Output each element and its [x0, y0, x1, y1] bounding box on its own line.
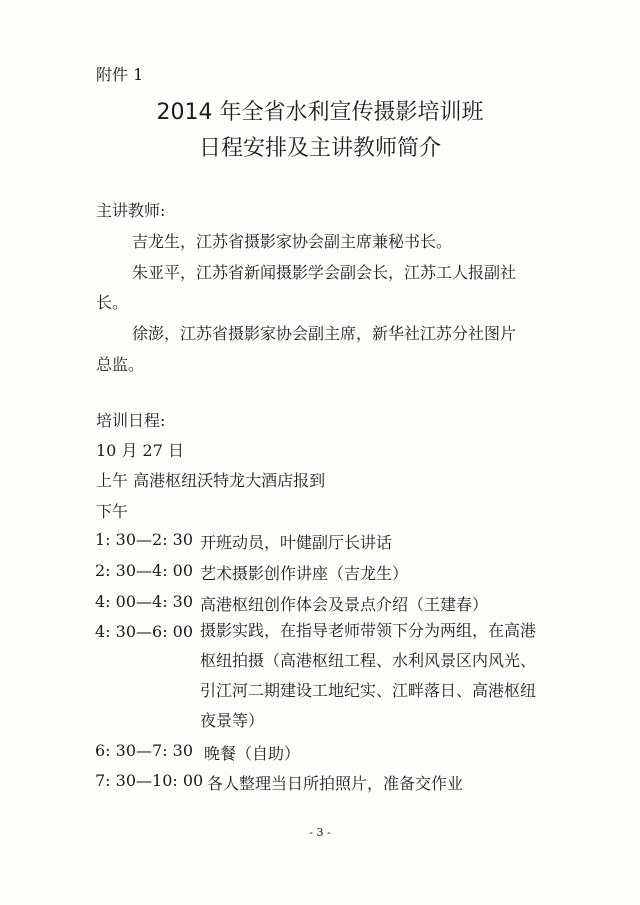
schedule-text: 晚餐（自助）	[204, 744, 301, 763]
schedule-text: 高港枢纽创作体会及景点介绍（王建春）	[200, 595, 489, 614]
title-line-1: 2014 年全省水利宣传摄影培训班	[156, 100, 484, 125]
attachment-label: 附件 1	[96, 65, 144, 84]
schedule-heading: 培训日程:	[96, 411, 166, 430]
schedule-date: 10 月 27 日	[96, 441, 184, 460]
title-line-2: 日程安排及主讲教师简介	[198, 136, 441, 161]
schedule-text: 开班动员，叶健副厅长讲话	[200, 533, 393, 552]
schedule-time: 1: 30—2: 30	[95, 530, 194, 549]
schedule-time: 7: 30—10: 00	[95, 771, 204, 790]
schedule-time: 4: 30—6: 00	[95, 622, 194, 641]
teacher-line: 长。	[96, 293, 129, 312]
schedule-time: 4: 00—4: 30	[95, 592, 194, 611]
teachers-heading: 主讲教师:	[96, 201, 166, 220]
teacher-line: 朱亚平，江苏省新闻摄影学会副会长，江苏工人报副社	[132, 263, 517, 282]
page-number: - 3 -	[309, 826, 331, 839]
morning-item: 上午 高港枢纽沃特龙大酒店报到	[96, 471, 326, 490]
teacher-line: 总监。	[96, 355, 145, 374]
schedule-time: 6: 30—7: 30	[95, 741, 194, 760]
schedule-time: 2: 30—4: 00	[95, 561, 194, 580]
afternoon-label: 下午	[96, 502, 129, 521]
teacher-line: 徐澎，江苏省摄影家协会副主席，新华社江苏分社图片	[132, 324, 517, 343]
schedule-text: 艺术摄影创作讲座（吉龙生）	[200, 564, 409, 583]
schedule-text: 各人整理当日所拍照片，准备交作业	[207, 774, 464, 793]
schedule-text: 摄影实践，在指导老师带领下分为两组，在高港枢纽拍摄（高港枢纽工程、水利风景区内风光、引江河二期建设工地纪实、江畔落日、高港枢纽夜景等）	[200, 621, 537, 730]
teacher-line: 吉龙生，江苏省摄影家协会副主席兼秘书长。	[132, 232, 453, 251]
